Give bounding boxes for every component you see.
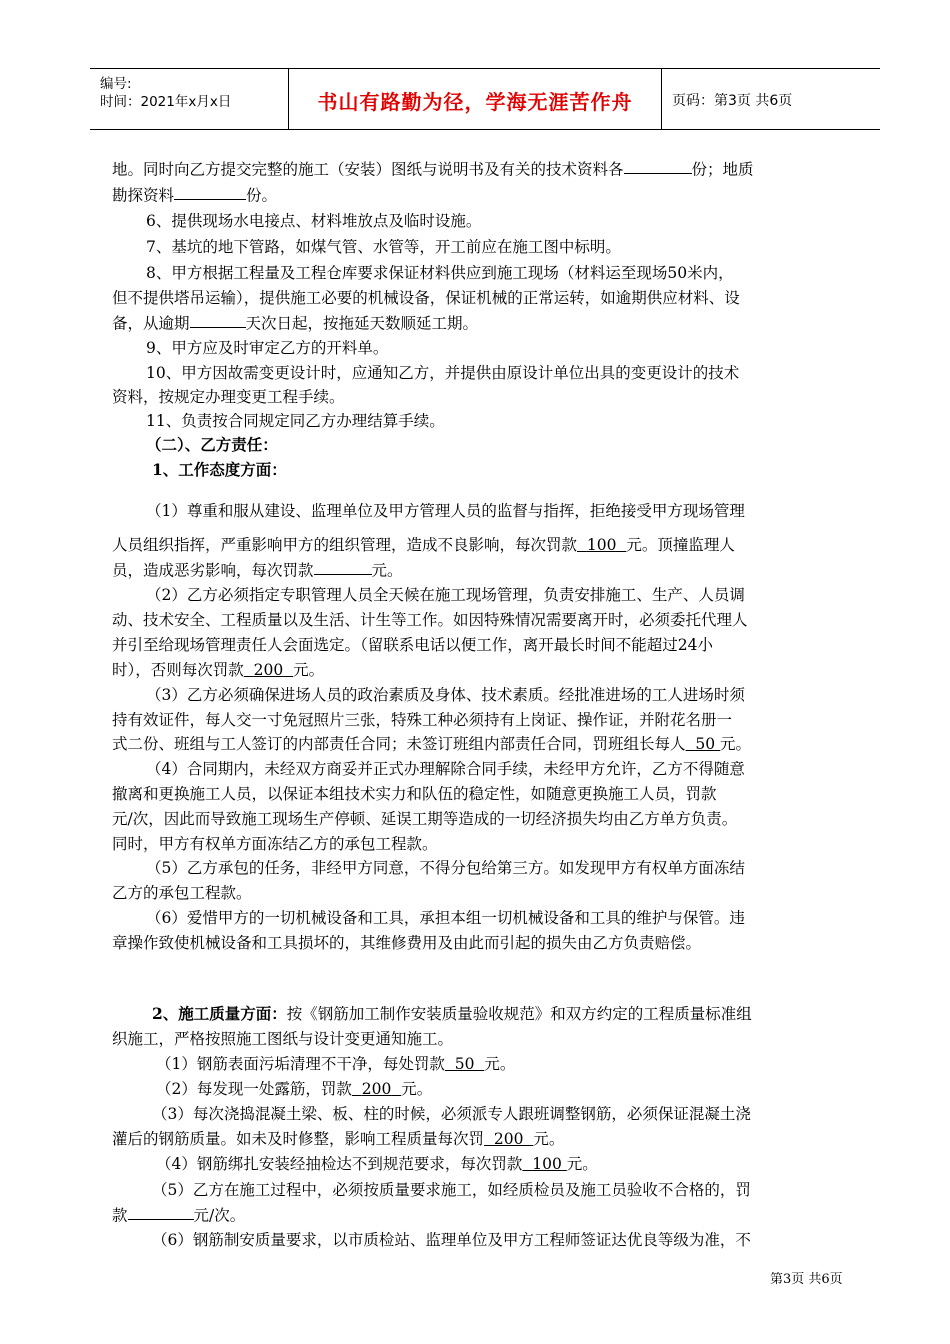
page-footer: 第3页 共6页: [770, 1272, 843, 1287]
serial-label: 编号:: [100, 76, 132, 92]
text-line: 式二份、班组与工人签订的内部责任合同；未签订班组内部责任合同，罚班组长每人 50 元。: [112, 735, 752, 753]
fine-amount: 100: [586, 536, 617, 554]
text-line: （3）每次浇捣混凝土梁、板、柱的时候，必须派专人跟班调整钢筋，必须保证混凝土浇: [152, 1105, 751, 1123]
header-motto-cell: [289, 69, 662, 129]
blank-field: [128, 1203, 194, 1220]
blank-field: [174, 183, 246, 200]
text-line: 乙方的承包工程款。: [112, 884, 252, 902]
text-line: （1）尊重和服从建设、监理单位及甲方管理人员的监督与指挥，拒绝接受甲方现场管理: [146, 502, 745, 520]
text-line: 款 元/次。: [112, 1203, 245, 1225]
text-line: 地。同时向乙方提交完整的施工（安装）图纸与说明书及有关的技术资料各 份；地质: [112, 157, 754, 179]
text-line: 员，造成恶劣影响，每次罚款 元。: [112, 558, 403, 580]
blank-field: [624, 157, 692, 174]
text-line: 撤离和更换施工人员，以保证本组技术实力和队伍的稳定性，如随意更换施工人员，罚款: [112, 785, 717, 803]
header-page-label: 页码：第3页 共6页: [672, 93, 793, 109]
text-line: 章操作致使机械设备和工具损坏的，其维修费用及由此而引起的损失由乙方负责赔偿。: [112, 934, 702, 952]
motto-text: 书山有路勤为径，学海无涯苦作舟: [317, 90, 633, 114]
text-line: 6、提供现场水电接点、材料堆放点及临时设施。: [146, 212, 482, 230]
text-line: （6）钢筋制安质量要求，以市质检站、监理单位及甲方工程师签证达优良等级为准，不: [152, 1231, 751, 1249]
fine-amount: 200: [253, 661, 284, 679]
text-line: 9、甲方应及时审定乙方的开料单。: [146, 339, 389, 357]
text-line: 人员组织指挥，严重影响甲方的组织管理，造成不良影响，每次罚款 100 元。顶撞监理人: [112, 536, 735, 554]
text-line: 动、技术安全、工程质量以及生活、计生等工作。如因特殊情况需要离开时，必须委托代理人: [112, 611, 748, 629]
text-line: 元/次，因此而导致施工现场生产停顿、延误工期等造成的一切经济损失均由乙方单方负责。: [112, 810, 738, 828]
fine-amount: 50: [695, 735, 716, 753]
header-right-cell: [662, 69, 880, 129]
blank-field: [190, 311, 246, 328]
text-line: （6）爱惜甲方的一切机械设备和工具，承担本组一切机械设备和工具的维护与保管。违: [146, 909, 745, 927]
header-left-cell: [90, 69, 289, 129]
fine-amount: 100: [532, 1155, 562, 1173]
text-line: （2）乙方必须指定专职管理人员全天候在施工现场管理，负责安排施工、生产、人员调: [146, 586, 745, 604]
text-line: 8、甲方根据工程量及工程仓库要求保证材料供应到施工现场（材料运至现场50米内，: [146, 264, 734, 282]
text-line: （4）钢筋绑扎安装经抽检达不到规范要求，每次罚款 100 元。: [156, 1155, 598, 1173]
text-line: 时），否则每次罚款 200 元。: [112, 661, 325, 679]
fine-amount: 200: [361, 1080, 392, 1098]
text-line: 2、施工质量方面：按《钢筋加工制作安装质量验收规范》和双方约定的工程质量标准组: [152, 1004, 752, 1023]
text-line: 织施工，严格按照施工图纸与设计变更通知施工。: [112, 1030, 454, 1048]
text-line: 7、基坑的地下管路，如煤气管、水管等，开工前应在施工图中标明。: [146, 238, 621, 256]
text-line: （2）每发现一处露筋，罚款 200 元。: [156, 1080, 433, 1098]
subsection-heading: 2、施工质量方面：: [152, 1004, 287, 1023]
text-line: 并引至给现场管理责任人会面选定。（留联系电话以便工作，离开最长时间不能超过24小: [112, 636, 713, 654]
text-line: 资料，按规定办理变更工程手续。: [112, 388, 345, 406]
text-line: （1）钢筋表面污垢清理不干净，每处罚款 50 元。: [156, 1055, 516, 1073]
text-line: （5）乙方承包的任务，非经甲方同意，不得分包给第三方。如发现甲方有权单方面冻结: [146, 859, 745, 877]
text-line: （3）乙方必须确保进场人员的政治素质及身体、技术素质。经批准进场的工人进场时须: [146, 686, 745, 704]
time-label: 时间：2021年x月x日: [100, 94, 232, 110]
text-line: （5）乙方在施工过程中，必须按质量要求施工，如经质检员及施工员验收不合格的，罚: [152, 1181, 751, 1199]
text-line: 勘探资料 份。: [112, 183, 277, 205]
fine-amount: 50: [454, 1055, 475, 1073]
text-line: 11、负责按合同规定同乙方办理结算手续。: [146, 412, 445, 430]
text-line: 灌后的钢筋质量。如未及时修整，影响工程质量每次罚 200 元。: [112, 1130, 565, 1148]
text-line: 但不提供塔吊运输），提供施工必要的机械设备，保证机械的正常运转，如逾期供应材料、设: [112, 289, 740, 307]
text-line: 备，从逾期 天次日起，按拖延天数顺延工期。: [112, 311, 478, 333]
text-line: （4）合同期内，未经双方商妥并正式办理解除合同手续，未经甲方允许，乙方不得随意: [146, 760, 745, 778]
text-line: 持有效证件，每人交一寸免冠照片三张，特殊工种必须持有上岗证、操作证，并附花名册一: [112, 711, 733, 729]
subsection-heading: 1、工作态度方面：: [152, 460, 287, 479]
section-heading: （二）、乙方责任：: [146, 435, 278, 454]
blank-field: [314, 558, 372, 575]
text-line: 10、甲方因故需变更设计时，应通知乙方，并提供由原设计单位出具的变更设计的技术: [146, 364, 740, 382]
page-header: [90, 68, 880, 130]
fine-amount: 200: [493, 1130, 524, 1148]
text-line: 同时，甲方有权单方面冻结乙方的承包工程款。: [112, 835, 438, 853]
